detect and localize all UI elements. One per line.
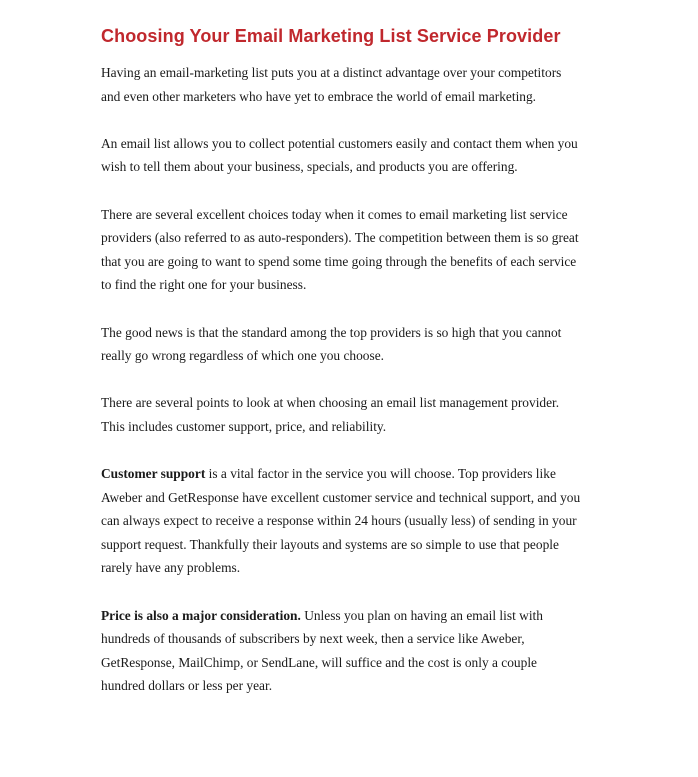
paragraph-line: that you are going to want to spend some time going through the benefits of each service [101,253,577,269]
paragraph-line: wish to tell them about your business, specials, and products you are offering. [101,159,518,175]
paragraph-line: There are several points to look at when choosing an email list management provider. [101,395,560,411]
paragraph-line: providers (also referred to as auto-responders). The competition between them is so great [101,230,579,246]
paragraph [101,321,601,368]
paragraph-line: is a vital factor in the service you will choose. Top providers like [205,466,556,482]
paragraph-line: This includes customer support, price, and reliability. [101,418,387,434]
paragraph [101,391,601,438]
paragraph [101,462,601,580]
document-title: Choosing Your Email Marketing List Service Provider [101,26,561,46]
paragraph-line: can always expect to receive a response within 24 hours (usually less) of sending in your [101,513,577,529]
paragraph [101,61,601,108]
paragraph-line: support request. Thankfully their layouts and systems are so simple to use that people [101,536,559,552]
document-page [101,26,601,722]
paragraph-line: Aweber and GetResponse have excellent customer service and technical support, and you [101,489,581,505]
paragraph-lead: Customer support [101,466,206,482]
paragraph-line: There are several excellent choices today when it comes to email marketing list service [101,206,568,222]
paragraph [101,604,601,698]
paragraph [101,132,601,179]
paragraph-line: really go wrong regardless of which one you choose. [101,348,384,364]
paragraph-line: hundreds of thousands of subscribers by next week, then a service like Aweber, [101,631,525,647]
paragraph-line: Unless you plan on having an email list with [300,607,543,623]
paragraph-line: to find the right one for your business. [101,277,307,293]
paragraph-lead: Price is also a major consideration. [101,607,301,623]
paragraph-line: GetResponse, MailChimp, or SendLane, will suffice and the cost is only a couple [101,654,537,670]
paragraph-line: hundred dollars or less per year. [101,678,273,694]
paragraph-line: rarely have any problems. [101,560,241,576]
paragraph-line: and even other marketers who have yet to embrace the world of email marketing. [101,88,537,104]
paragraph-line: An email list allows you to collect potential customers easily and contact them when you [101,135,578,151]
paragraph-line: The good news is that the standard among the top providers is so high that you cannot [101,324,562,340]
paragraph [101,203,601,297]
paragraph-line: Having an email-marketing list puts you at a distinct advantage over your competitors [101,65,562,80]
document-body [101,61,601,698]
